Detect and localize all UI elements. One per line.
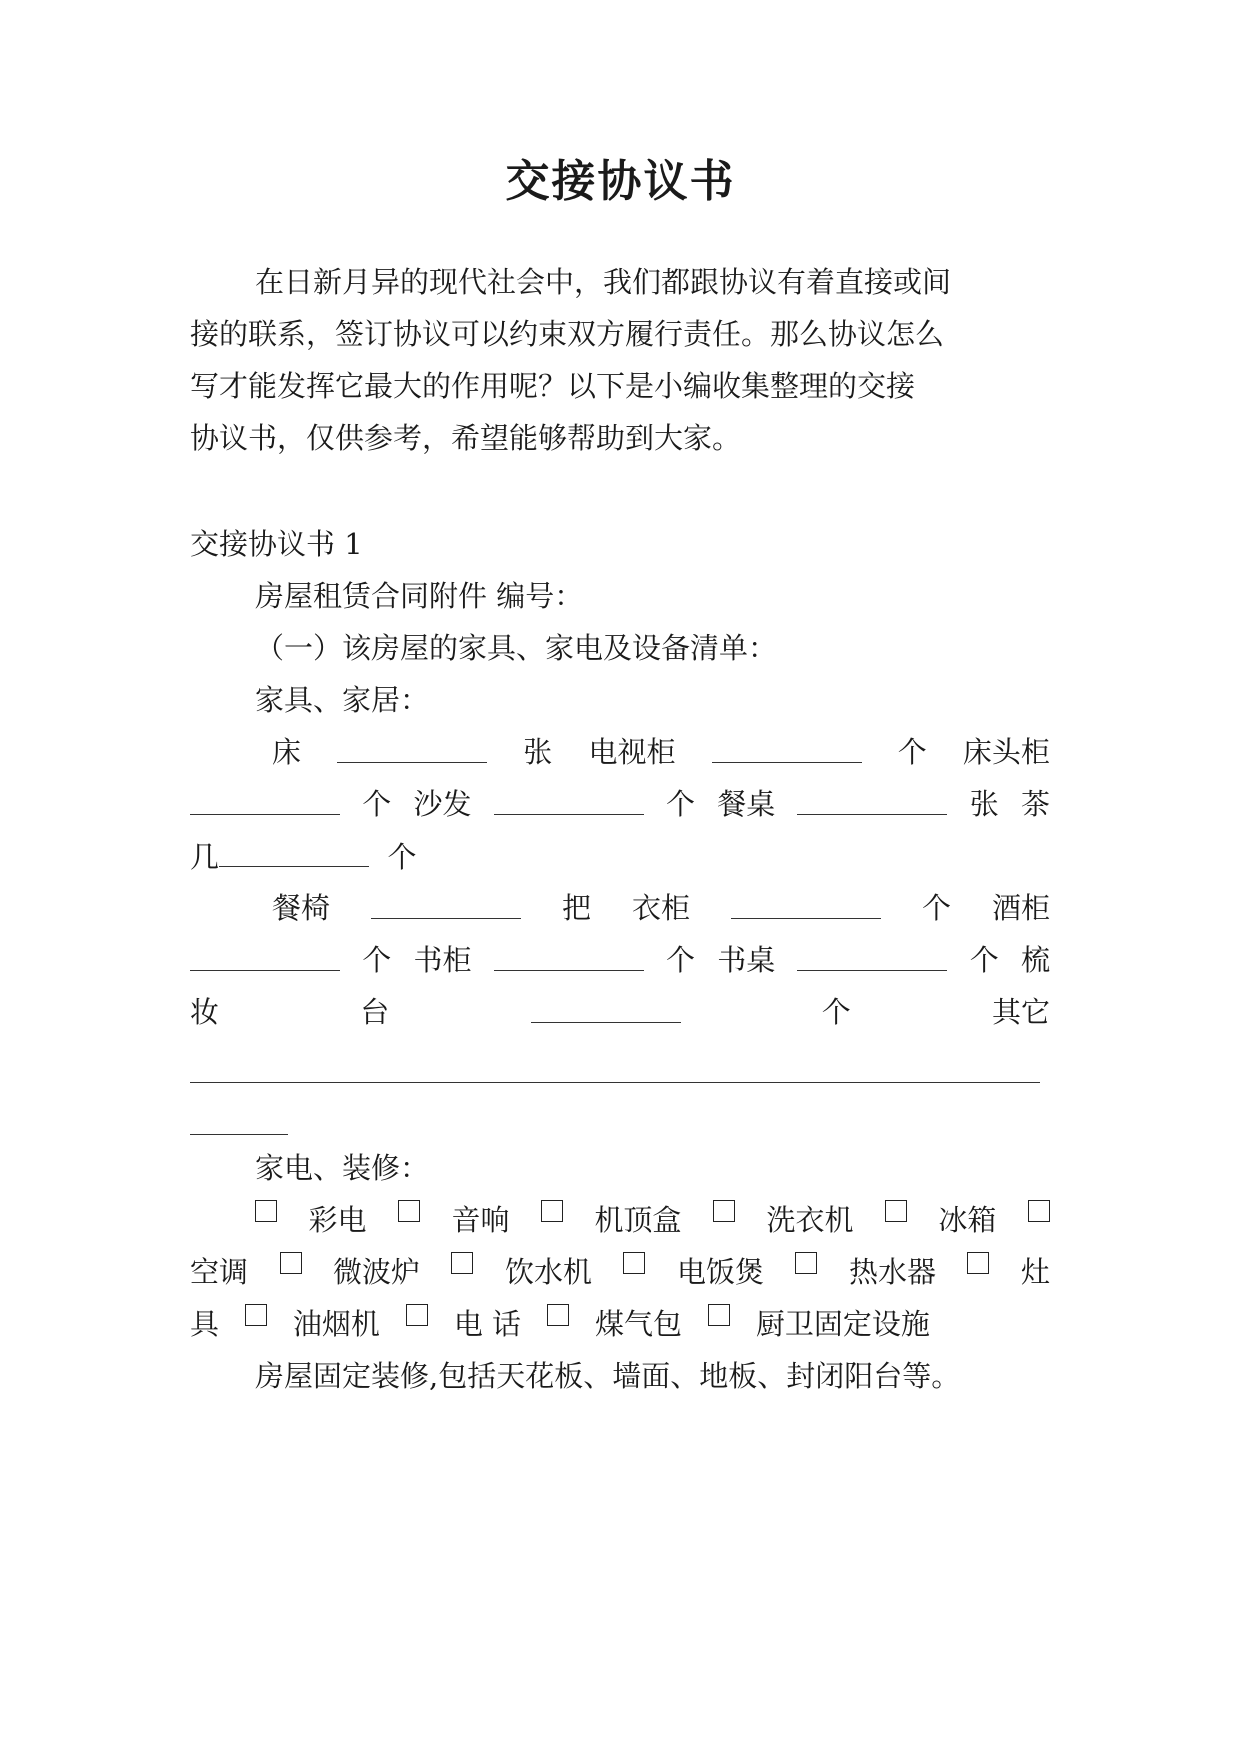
intro-line-3: 写才能发挥它最大的作用呢？以下是小编收集整理的交接 [190,369,916,403]
appliance-stove-part: 灶 [1020,1255,1050,1289]
furniture-line-6 [190,992,1050,1032]
item-other: 其它 [991,995,1050,1029]
checkbox[interactable] [398,1200,420,1222]
furniture-line-2 [190,784,1050,824]
fixed-decoration-note: 房屋固定装修,包括天花板、墙面、地板、封闭阳台等。 [255,1359,961,1393]
checkbox[interactable] [541,1200,563,1222]
appliance-settop: 机顶盒 [594,1203,682,1237]
item-bookcase: 书柜 [413,943,472,977]
appliance-gas-tank: 煤气包 [594,1307,682,1341]
appliance-stereo: 音响 [451,1203,510,1237]
appliance-range-hood: 油烟机 [292,1307,380,1341]
item-nightstand: 床头柜 [962,735,1050,769]
item-wine-cabinet: 酒柜 [991,891,1050,925]
checkbox[interactable] [451,1252,473,1274]
section-heading: 交接协议书 1 [190,527,363,561]
intro-line-1: 在日新月异的现代社会中，我们都跟协议有着直接或间 [255,265,952,299]
appliance-washer: 洗衣机 [766,1203,854,1237]
item-tea-table-part: 几 [190,840,220,874]
blank-field[interactable] [190,784,340,815]
appliance-stove-part: 具 [190,1307,220,1341]
unit: 个 [969,943,999,977]
appliance-water-dispenser: 饮水机 [504,1255,592,1289]
appliance-line-2 [190,1252,1050,1292]
checkbox[interactable] [1028,1200,1050,1222]
item-dresser-part: 台 [360,995,390,1029]
annex-label: 房屋租赁合同附件 编号： [255,579,584,613]
blank-field[interactable] [190,940,340,971]
furniture-line-4 [272,888,1050,928]
furniture-label: 家具、家居： [255,683,430,717]
unit: 张 [969,787,999,821]
intro-line-4: 协议书，仅供参考，希望能够帮助到大家。 [190,421,742,455]
item-tv-cabinet: 电视柜 [588,735,676,769]
unit: 个 [665,787,695,821]
appliance-line-1 [255,1200,1050,1240]
appliance-line-3 [190,1304,930,1344]
unit: 个 [897,735,927,769]
blank-line-long[interactable] [190,1082,1040,1083]
unit: 张 [523,735,553,769]
unit: 个 [821,995,851,1029]
blank-line-short[interactable] [190,1134,288,1135]
appliance-rice-cooker: 电饭煲 [676,1255,764,1289]
blank-field[interactable] [797,940,947,971]
item-dresser-part: 妆 [190,995,220,1029]
blank-field[interactable] [494,784,644,815]
unit: 把 [561,891,591,925]
appliance-phone: 电 话 [453,1307,522,1341]
intro-line-2: 接的联系，签订协议可以约束双方履行责任。那么协议怎么 [190,317,945,351]
blank-field[interactable] [219,836,369,867]
appliance-fridge: 冰箱 [938,1203,997,1237]
item-desk: 书桌 [717,943,776,977]
checkbox[interactable] [713,1200,735,1222]
checkbox[interactable] [795,1252,817,1274]
checkbox[interactable] [280,1252,302,1274]
checkbox[interactable] [885,1200,907,1222]
furniture-line-1 [272,732,1050,772]
unit: 个 [362,943,392,977]
unit: 个 [362,787,392,821]
item-dining-table: 餐桌 [717,787,776,821]
blank-field[interactable] [371,888,521,919]
blank-field[interactable] [494,940,644,971]
checkbox[interactable] [547,1304,569,1326]
appliance-label: 家电、装修： [255,1151,430,1185]
item-tea-table-part: 茶 [1020,787,1050,821]
checkbox[interactable] [245,1304,267,1326]
item-dining-chair: 餐椅 [272,891,331,925]
unit: 个 [387,840,417,874]
checkbox[interactable] [406,1304,428,1326]
unit: 个 [921,891,951,925]
blank-field[interactable] [337,732,487,763]
list-title: （一）该房屋的家具、家电及设备清单： [255,631,778,665]
item-sofa: 沙发 [413,787,472,821]
checkbox[interactable] [967,1252,989,1274]
item-bed: 床 [272,735,302,769]
unit: 个 [665,943,695,977]
blank-field[interactable] [797,784,947,815]
item-dresser-part: 梳 [1020,943,1050,977]
appliance-ac: 空调 [190,1255,249,1289]
furniture-line-3 [190,836,1050,877]
furniture-line-5 [190,940,1050,980]
checkbox[interactable] [255,1200,277,1222]
appliance-tv: 彩电 [308,1203,367,1237]
item-wardrobe: 衣柜 [631,891,690,925]
checkbox[interactable] [708,1304,730,1326]
appliance-water-heater: 热水器 [848,1255,936,1289]
checkbox[interactable] [623,1252,645,1274]
blank-field[interactable] [731,888,881,919]
blank-field[interactable] [531,992,681,1023]
appliance-microwave: 微波炉 [332,1255,420,1289]
blank-field[interactable] [712,732,862,763]
appliance-kitchen-fixtures: 厨卫固定设施 [755,1307,930,1341]
document-title: 交接协议书 [505,156,736,207]
